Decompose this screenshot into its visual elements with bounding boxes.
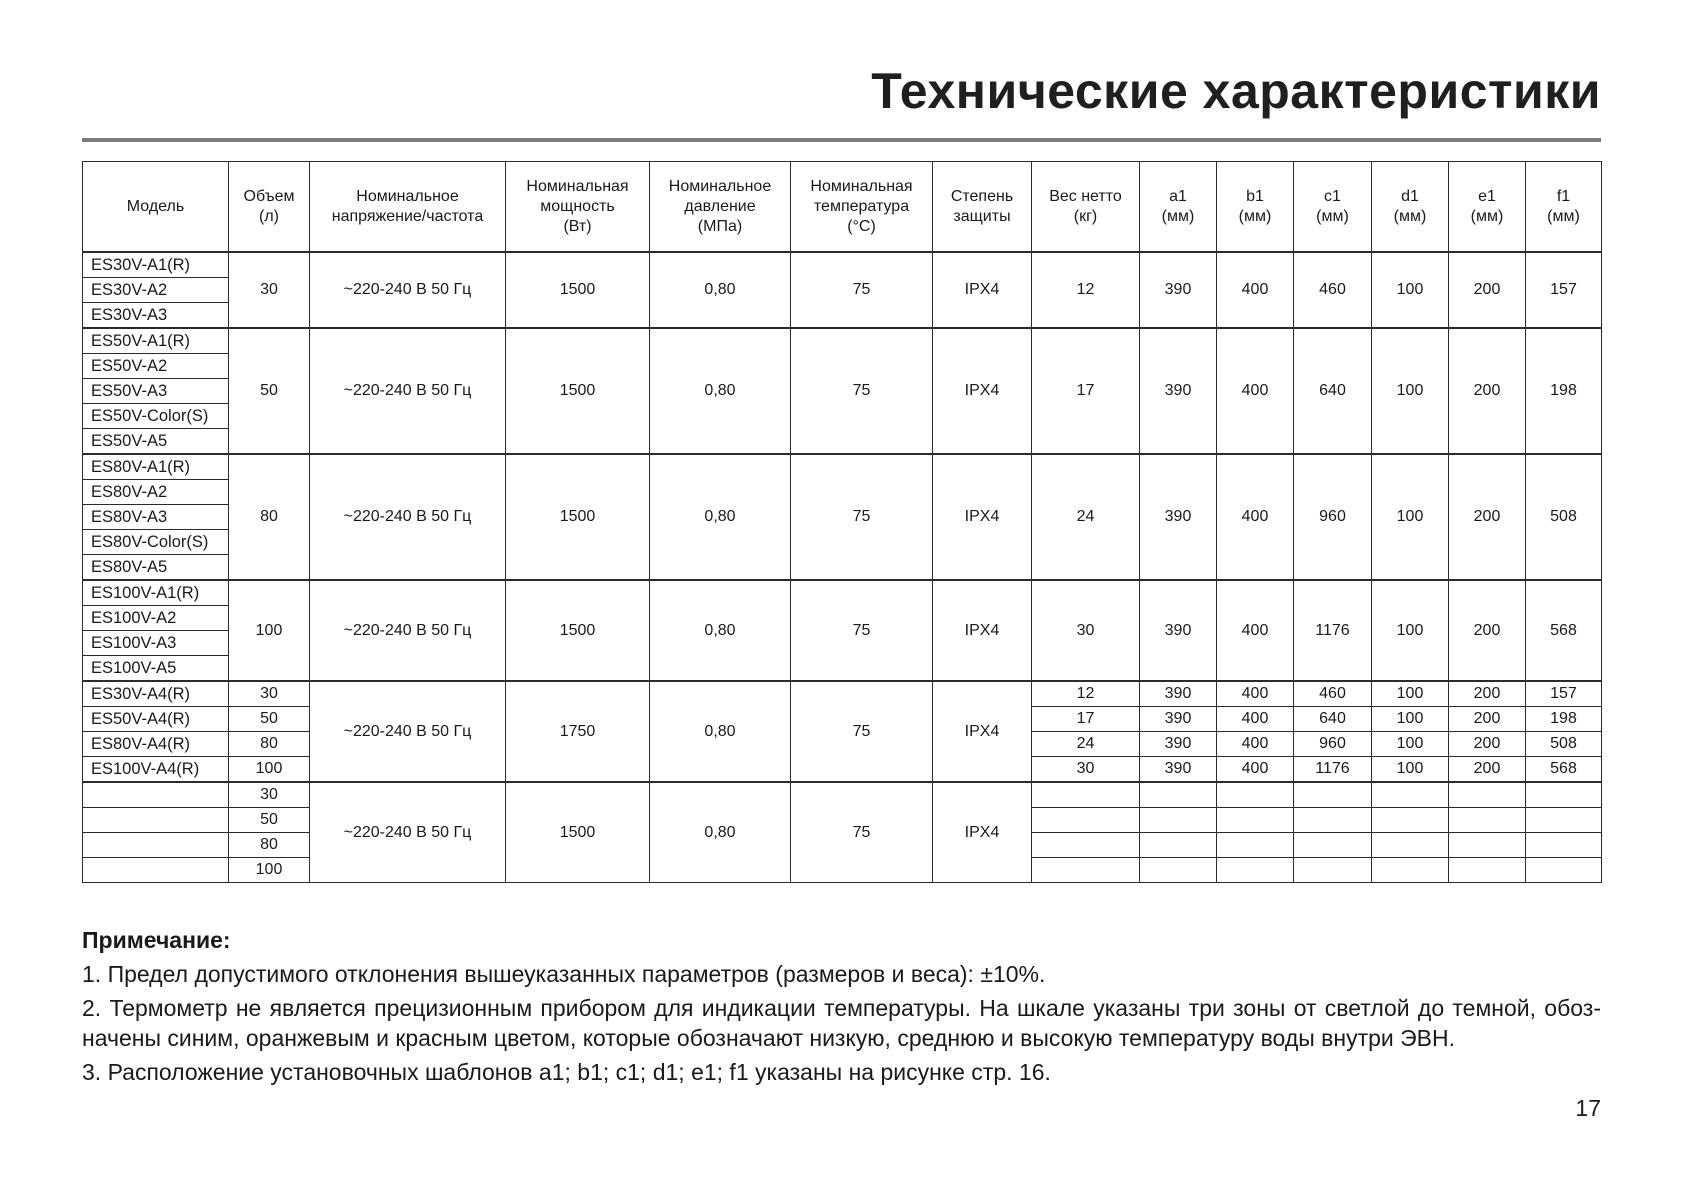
temperature-cell: 75 <box>791 580 933 681</box>
temperature-cell: 75 <box>791 252 933 328</box>
voltage-cell: ~220-240 В 50 Гц <box>310 454 506 580</box>
d1-cell: 100 <box>1372 328 1449 454</box>
note-item: 2. Термометр не является прецизионным прибором для индикации температуры. На шкале указаны три зоны от светлой до темной, обоз-начены синим, оранжевым и красным цветом, которые обозначают низкую, среднюю и высокую температуру воды внутри ЭВН. <box>82 995 1601 1051</box>
weight-cell: 17 <box>1032 328 1140 454</box>
empty-cell <box>1372 782 1449 808</box>
a1-cell: 390 <box>1140 454 1217 580</box>
empty-cell <box>1372 833 1449 858</box>
empty-cell <box>1140 808 1217 833</box>
column-header: Номинальная температура (°С) <box>791 162 933 253</box>
model-cell: ES80V-A5 <box>83 555 229 581</box>
table-row <box>83 681 1602 707</box>
empty-cell <box>1032 808 1140 833</box>
model-cell: ES50V-A2 <box>83 354 229 379</box>
page-number: 17 <box>1575 1095 1601 1121</box>
volume-cell: 50 <box>229 808 310 833</box>
empty-cell <box>1217 808 1294 833</box>
c1-cell: 1176 <box>1294 757 1372 783</box>
page-title: Технические характеристики <box>871 63 1601 119</box>
a1-cell: 390 <box>1140 732 1217 757</box>
d1-cell: 100 <box>1372 707 1449 732</box>
f1-cell: 157 <box>1526 252 1602 328</box>
power-cell: 1500 <box>506 580 650 681</box>
empty-cell <box>1217 858 1294 883</box>
weight-cell: 12 <box>1032 681 1140 707</box>
note-item: 1. Предел допустимого отклонения вышеуказанных параметров (размеров и веса): ±10%. <box>82 961 1046 987</box>
b1-cell: 400 <box>1217 707 1294 732</box>
c1-cell: 460 <box>1294 681 1372 707</box>
header-row <box>83 162 1602 253</box>
voltage-cell: ~220-240 В 50 Гц <box>310 782 506 883</box>
volume-cell: 30 <box>229 782 310 808</box>
empty-cell <box>1372 858 1449 883</box>
column-header: d1 (мм) <box>1372 162 1449 253</box>
model-cell: ES100V-A3 <box>83 631 229 656</box>
f1-cell: 198 <box>1526 707 1602 732</box>
pressure-cell: 0,80 <box>650 252 791 328</box>
a1-cell: 390 <box>1140 580 1217 681</box>
e1-cell: 200 <box>1449 580 1526 681</box>
d1-cell: 100 <box>1372 681 1449 707</box>
column-header: Вес нетто (кг) <box>1032 162 1140 253</box>
protection-cell: IPX4 <box>933 681 1032 782</box>
volume-cell: 80 <box>229 454 310 580</box>
empty-cell <box>1140 782 1217 808</box>
model-cell: ES80V-A1(R) <box>83 454 229 480</box>
volume-cell: 80 <box>229 732 310 757</box>
column-header: b1 (мм) <box>1217 162 1294 253</box>
f1-cell: 198 <box>1526 328 1602 454</box>
column-header: Объем (л) <box>229 162 310 253</box>
voltage-cell: ~220-240 В 50 Гц <box>310 681 506 782</box>
empty-cell <box>1294 808 1372 833</box>
note-item: 3. Расположение установочных шаблонов a1; b1; c1; d1; e1; f1 указаны на рисунке стр. 16. <box>82 1059 1051 1085</box>
weight-cell: 17 <box>1032 707 1140 732</box>
notes-title: Примечание: <box>82 927 231 953</box>
column-header: f1 (мм) <box>1526 162 1602 253</box>
temperature-cell: 75 <box>791 328 933 454</box>
model-cell: ES80V-A4(R) <box>83 732 229 757</box>
model-cell: ES30V-A2 <box>83 278 229 303</box>
model-cell: ES50V-A3 <box>83 379 229 404</box>
model-cell: ES80V-A2 <box>83 480 229 505</box>
model-cell: ES30V-A4(R) <box>83 681 229 707</box>
volume-cell: 50 <box>229 328 310 454</box>
e1-cell: 200 <box>1449 454 1526 580</box>
empty-cell <box>1526 858 1602 883</box>
a1-cell: 390 <box>1140 707 1217 732</box>
c1-cell: 960 <box>1294 732 1372 757</box>
volume-cell: 100 <box>229 580 310 681</box>
model-cell: ES50V-A1(R) <box>83 328 229 354</box>
f1-cell: 508 <box>1526 732 1602 757</box>
c1-cell: 640 <box>1294 328 1372 454</box>
model-cell: ES80V-A3 <box>83 505 229 530</box>
model-cell: ES30V-A1(R) <box>83 252 229 278</box>
empty-cell <box>1140 833 1217 858</box>
table-header <box>83 162 1602 253</box>
empty-cell <box>1526 782 1602 808</box>
pressure-cell: 0,80 <box>650 580 791 681</box>
protection-cell: IPX4 <box>933 580 1032 681</box>
a1-cell: 390 <box>1140 252 1217 328</box>
temperature-cell: 75 <box>791 782 933 883</box>
specs-table <box>82 161 1602 883</box>
e1-cell: 200 <box>1449 252 1526 328</box>
model-cell: ES80V-Color(S) <box>83 530 229 555</box>
model-cell: ES50V-A4(R) <box>83 707 229 732</box>
table-row <box>83 782 1602 808</box>
voltage-cell: ~220-240 В 50 Гц <box>310 328 506 454</box>
column-header: Номинальное давление (МПа) <box>650 162 791 253</box>
b1-cell: 400 <box>1217 580 1294 681</box>
temperature-cell: 75 <box>791 454 933 580</box>
table-body <box>83 252 1602 883</box>
title-divider <box>82 138 1601 142</box>
table-row <box>83 580 1602 606</box>
pressure-cell: 0,80 <box>650 454 791 580</box>
column-header: Номинальная мощность (Вт) <box>506 162 650 253</box>
voltage-cell: ~220-240 В 50 Гц <box>310 252 506 328</box>
b1-cell: 400 <box>1217 454 1294 580</box>
power-cell: 1750 <box>506 681 650 782</box>
empty-cell <box>1217 833 1294 858</box>
f1-cell: 157 <box>1526 681 1602 707</box>
e1-cell: 200 <box>1449 328 1526 454</box>
empty-cell <box>1449 782 1526 808</box>
volume-cell: 50 <box>229 707 310 732</box>
column-header: Номинальное напряжение/частота <box>310 162 506 253</box>
pressure-cell: 0,80 <box>650 328 791 454</box>
c1-cell: 960 <box>1294 454 1372 580</box>
d1-cell: 100 <box>1372 252 1449 328</box>
column-header: Степень защиты <box>933 162 1032 253</box>
model-cell: ES100V-A5 <box>83 656 229 682</box>
e1-cell: 200 <box>1449 707 1526 732</box>
volume-cell: 30 <box>229 681 310 707</box>
c1-cell: 640 <box>1294 707 1372 732</box>
column-header: a1 (мм) <box>1140 162 1217 253</box>
d1-cell: 100 <box>1372 757 1449 783</box>
b1-cell: 400 <box>1217 681 1294 707</box>
power-cell: 1500 <box>506 328 650 454</box>
table-row <box>83 252 1602 278</box>
b1-cell: 400 <box>1217 732 1294 757</box>
column-header: c1 (мм) <box>1294 162 1372 253</box>
empty-cell <box>1032 858 1140 883</box>
d1-cell: 100 <box>1372 580 1449 681</box>
volume-cell: 100 <box>229 757 310 783</box>
empty-cell <box>1526 808 1602 833</box>
column-header: e1 (мм) <box>1449 162 1526 253</box>
f1-cell: 508 <box>1526 454 1602 580</box>
table-row <box>83 328 1602 354</box>
column-header: Модель <box>83 162 229 253</box>
empty-cell <box>1449 808 1526 833</box>
model-cell: ES50V-A5 <box>83 429 229 455</box>
model-cell <box>83 782 229 808</box>
protection-cell: IPX4 <box>933 454 1032 580</box>
empty-cell <box>1526 833 1602 858</box>
weight-cell: 30 <box>1032 757 1140 783</box>
power-cell: 1500 <box>506 782 650 883</box>
empty-cell <box>1217 782 1294 808</box>
weight-cell: 12 <box>1032 252 1140 328</box>
protection-cell: IPX4 <box>933 782 1032 883</box>
d1-cell: 100 <box>1372 732 1449 757</box>
model-cell: ES100V-A2 <box>83 606 229 631</box>
model-cell: ES30V-A3 <box>83 303 229 329</box>
notes-section <box>82 925 1601 1091</box>
volume-cell: 30 <box>229 252 310 328</box>
a1-cell: 390 <box>1140 757 1217 783</box>
model-cell: ES100V-A4(R) <box>83 757 229 783</box>
empty-cell <box>1294 833 1372 858</box>
power-cell: 1500 <box>506 252 650 328</box>
empty-cell <box>1449 833 1526 858</box>
protection-cell: IPX4 <box>933 252 1032 328</box>
model-cell <box>83 833 229 858</box>
pressure-cell: 0,80 <box>650 782 791 883</box>
f1-cell: 568 <box>1526 580 1602 681</box>
model-cell: ES50V-Color(S) <box>83 404 229 429</box>
empty-cell <box>1140 858 1217 883</box>
empty-cell <box>1294 782 1372 808</box>
table-row <box>83 454 1602 480</box>
model-cell <box>83 858 229 883</box>
a1-cell: 390 <box>1140 328 1217 454</box>
temperature-cell: 75 <box>791 681 933 782</box>
e1-cell: 200 <box>1449 757 1526 783</box>
c1-cell: 1176 <box>1294 580 1372 681</box>
volume-cell: 80 <box>229 833 310 858</box>
empty-cell <box>1294 858 1372 883</box>
volume-cell: 100 <box>229 858 310 883</box>
e1-cell: 200 <box>1449 732 1526 757</box>
b1-cell: 400 <box>1217 757 1294 783</box>
f1-cell: 568 <box>1526 757 1602 783</box>
empty-cell <box>1032 782 1140 808</box>
empty-cell <box>1449 858 1526 883</box>
model-cell <box>83 808 229 833</box>
weight-cell: 30 <box>1032 580 1140 681</box>
b1-cell: 400 <box>1217 252 1294 328</box>
e1-cell: 200 <box>1449 681 1526 707</box>
d1-cell: 100 <box>1372 454 1449 580</box>
c1-cell: 460 <box>1294 252 1372 328</box>
voltage-cell: ~220-240 В 50 Гц <box>310 580 506 681</box>
empty-cell <box>1032 833 1140 858</box>
empty-cell <box>1372 808 1449 833</box>
protection-cell: IPX4 <box>933 328 1032 454</box>
power-cell: 1500 <box>506 454 650 580</box>
pressure-cell: 0,80 <box>650 681 791 782</box>
weight-cell: 24 <box>1032 732 1140 757</box>
model-cell: ES100V-A1(R) <box>83 580 229 606</box>
weight-cell: 24 <box>1032 454 1140 580</box>
a1-cell: 390 <box>1140 681 1217 707</box>
b1-cell: 400 <box>1217 328 1294 454</box>
